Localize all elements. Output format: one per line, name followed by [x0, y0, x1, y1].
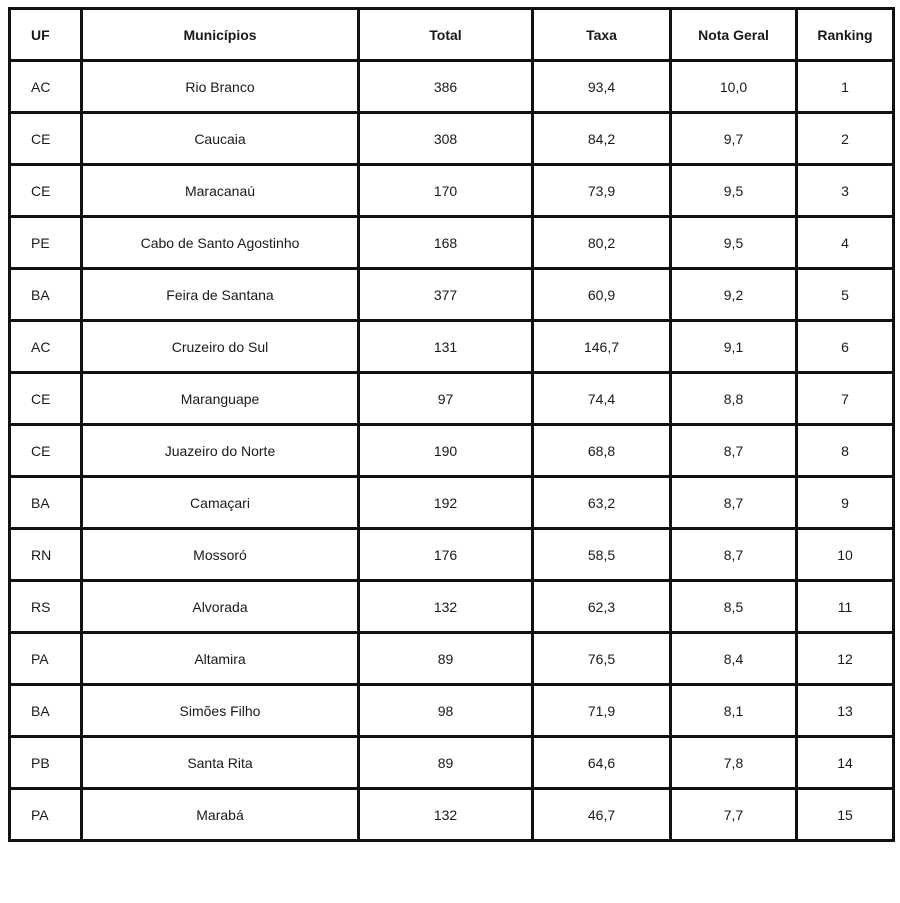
- total-cell: 97: [359, 373, 533, 425]
- taxa-cell: 146,7: [533, 321, 671, 373]
- uf-cell: CE: [10, 373, 82, 425]
- ranking-cell: 3: [797, 165, 894, 217]
- ranking-cell: 14: [797, 737, 894, 789]
- taxa-cell: 73,9: [533, 165, 671, 217]
- ranking-cell: 6: [797, 321, 894, 373]
- header-ranking: Ranking: [797, 9, 894, 61]
- table-row: [10, 685, 894, 737]
- table-row: [10, 217, 894, 269]
- municipality-ranking-table: [8, 7, 895, 842]
- municipio-cell: Alvorada: [82, 581, 359, 633]
- uf-cell: BA: [10, 269, 82, 321]
- header-nota-geral: Nota Geral: [671, 9, 797, 61]
- municipio-cell: Mossoró: [82, 529, 359, 581]
- total-cell: 131: [359, 321, 533, 373]
- total-cell: 308: [359, 113, 533, 165]
- taxa-cell: 76,5: [533, 633, 671, 685]
- municipio-cell: Simões Filho: [82, 685, 359, 737]
- uf-cell: PA: [10, 633, 82, 685]
- table-row: [10, 737, 894, 789]
- nota-geral-cell: 9,7: [671, 113, 797, 165]
- taxa-cell: 71,9: [533, 685, 671, 737]
- nota-geral-cell: 9,1: [671, 321, 797, 373]
- table-row: [10, 61, 894, 113]
- table-row: [10, 529, 894, 581]
- nota-geral-cell: 9,2: [671, 269, 797, 321]
- taxa-cell: 62,3: [533, 581, 671, 633]
- uf-cell: CE: [10, 425, 82, 477]
- header-taxa: Taxa: [533, 9, 671, 61]
- municipio-cell: Maranguape: [82, 373, 359, 425]
- ranking-cell: 2: [797, 113, 894, 165]
- municipio-cell: Marabá: [82, 789, 359, 841]
- municipio-cell: Cruzeiro do Sul: [82, 321, 359, 373]
- nota-geral-cell: 7,8: [671, 737, 797, 789]
- table-row: [10, 269, 894, 321]
- table-row: [10, 789, 894, 841]
- total-cell: 132: [359, 581, 533, 633]
- municipio-cell: Juazeiro do Norte: [82, 425, 359, 477]
- uf-cell: PA: [10, 789, 82, 841]
- total-cell: 170: [359, 165, 533, 217]
- nota-geral-cell: 9,5: [671, 217, 797, 269]
- nota-geral-cell: 8,7: [671, 425, 797, 477]
- total-cell: 190: [359, 425, 533, 477]
- ranking-cell: 8: [797, 425, 894, 477]
- total-cell: 132: [359, 789, 533, 841]
- municipio-cell: Santa Rita: [82, 737, 359, 789]
- taxa-cell: 46,7: [533, 789, 671, 841]
- uf-cell: AC: [10, 61, 82, 113]
- uf-cell: PE: [10, 217, 82, 269]
- ranking-cell: 10: [797, 529, 894, 581]
- nota-geral-cell: 8,1: [671, 685, 797, 737]
- municipio-cell: Maracanaú: [82, 165, 359, 217]
- municipio-cell: Camaçari: [82, 477, 359, 529]
- uf-cell: AC: [10, 321, 82, 373]
- nota-geral-cell: 7,7: [671, 789, 797, 841]
- table-row: [10, 373, 894, 425]
- ranking-cell: 9: [797, 477, 894, 529]
- municipio-cell: Feira de Santana: [82, 269, 359, 321]
- ranking-cell: 4: [797, 217, 894, 269]
- taxa-cell: 84,2: [533, 113, 671, 165]
- ranking-table-container: [8, 7, 895, 842]
- uf-cell: BA: [10, 685, 82, 737]
- table-row: [10, 165, 894, 217]
- nota-geral-cell: 10,0: [671, 61, 797, 113]
- taxa-cell: 63,2: [533, 477, 671, 529]
- total-cell: 176: [359, 529, 533, 581]
- uf-cell: RS: [10, 581, 82, 633]
- taxa-cell: 68,8: [533, 425, 671, 477]
- uf-cell: CE: [10, 113, 82, 165]
- table-header-row: [10, 9, 894, 61]
- ranking-cell: 11: [797, 581, 894, 633]
- uf-cell: RN: [10, 529, 82, 581]
- municipio-cell: Caucaia: [82, 113, 359, 165]
- total-cell: 377: [359, 269, 533, 321]
- taxa-cell: 80,2: [533, 217, 671, 269]
- ranking-cell: 1: [797, 61, 894, 113]
- municipio-cell: Altamira: [82, 633, 359, 685]
- uf-cell: CE: [10, 165, 82, 217]
- nota-geral-cell: 9,5: [671, 165, 797, 217]
- ranking-cell: 7: [797, 373, 894, 425]
- taxa-cell: 64,6: [533, 737, 671, 789]
- nota-geral-cell: 8,4: [671, 633, 797, 685]
- municipio-cell: Cabo de Santo Agostinho: [82, 217, 359, 269]
- nota-geral-cell: 8,7: [671, 477, 797, 529]
- taxa-cell: 93,4: [533, 61, 671, 113]
- taxa-cell: 74,4: [533, 373, 671, 425]
- header-total: Total: [359, 9, 533, 61]
- nota-geral-cell: 8,8: [671, 373, 797, 425]
- table-row: [10, 425, 894, 477]
- taxa-cell: 58,5: [533, 529, 671, 581]
- ranking-cell: 13: [797, 685, 894, 737]
- ranking-cell: 15: [797, 789, 894, 841]
- total-cell: 98: [359, 685, 533, 737]
- table-row: [10, 321, 894, 373]
- ranking-cell: 5: [797, 269, 894, 321]
- table-body: [10, 61, 894, 841]
- total-cell: 89: [359, 737, 533, 789]
- uf-cell: PB: [10, 737, 82, 789]
- total-cell: 89: [359, 633, 533, 685]
- total-cell: 168: [359, 217, 533, 269]
- ranking-cell: 12: [797, 633, 894, 685]
- taxa-cell: 60,9: [533, 269, 671, 321]
- header-municipios: Municípios: [82, 9, 359, 61]
- nota-geral-cell: 8,5: [671, 581, 797, 633]
- total-cell: 386: [359, 61, 533, 113]
- table-row: [10, 477, 894, 529]
- header-uf: UF: [10, 9, 82, 61]
- total-cell: 192: [359, 477, 533, 529]
- uf-cell: BA: [10, 477, 82, 529]
- nota-geral-cell: 8,7: [671, 529, 797, 581]
- table-row: [10, 581, 894, 633]
- municipio-cell: Rio Branco: [82, 61, 359, 113]
- table-row: [10, 633, 894, 685]
- table-row: [10, 113, 894, 165]
